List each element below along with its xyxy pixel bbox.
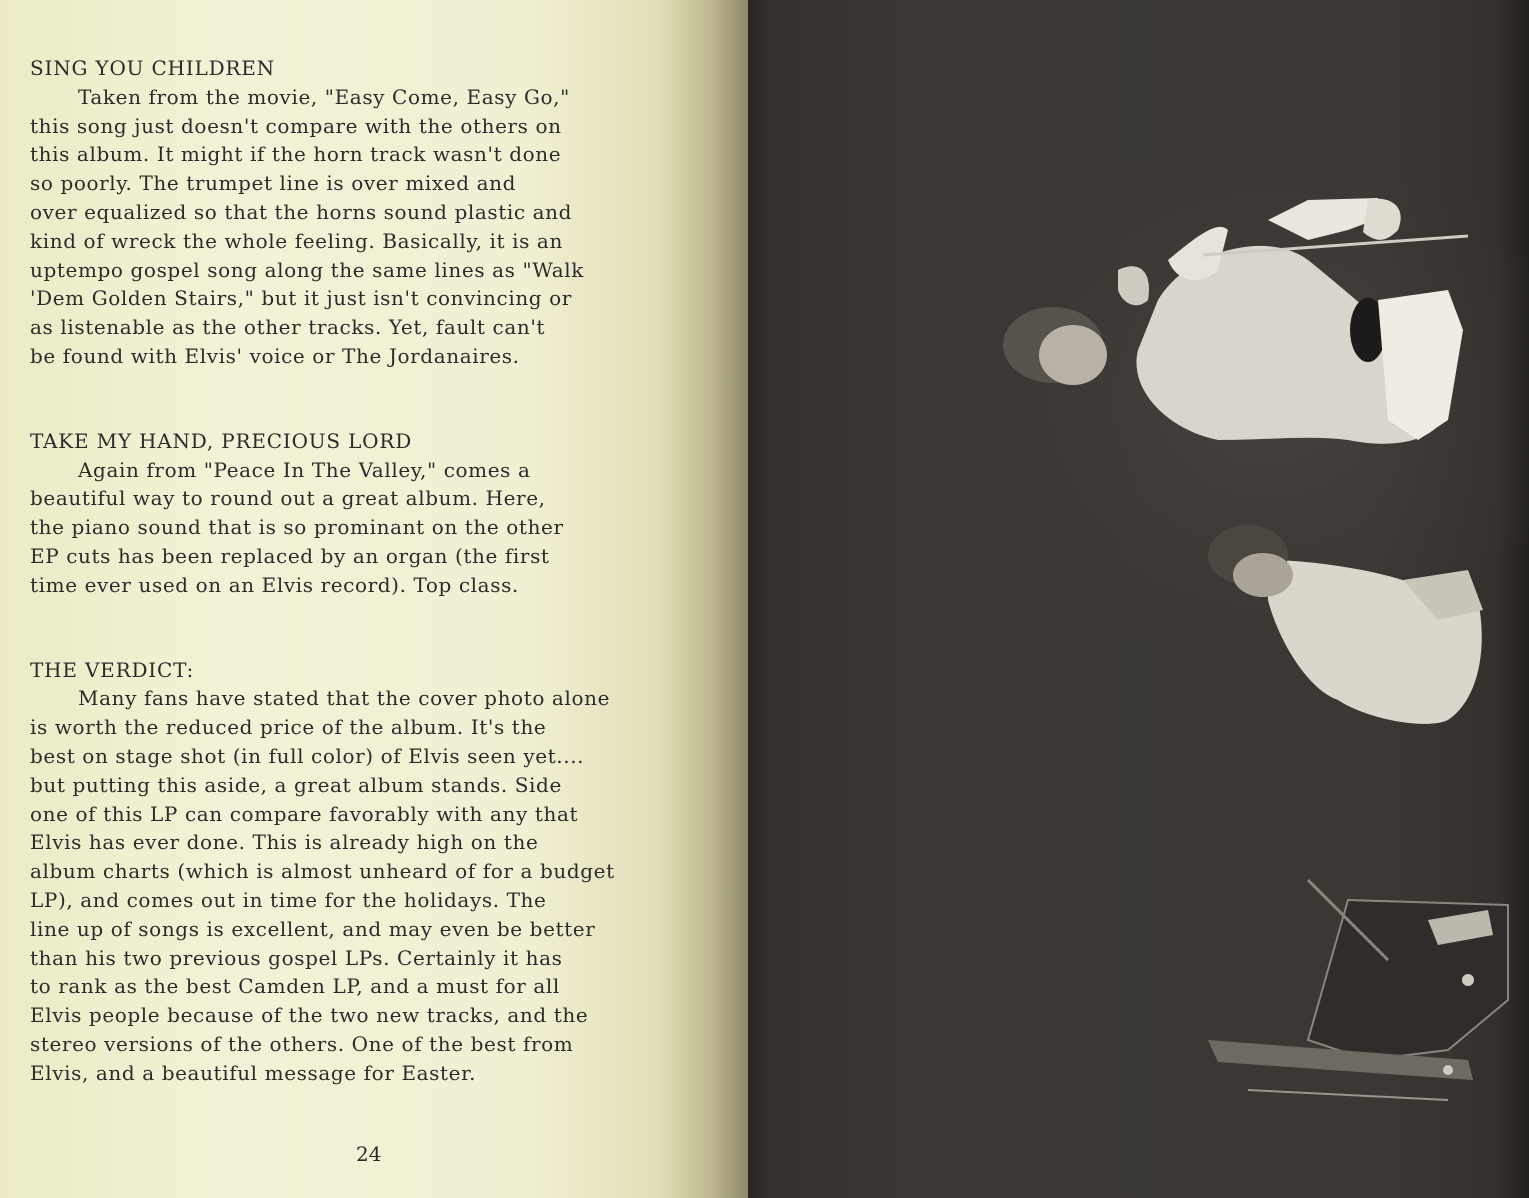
concert-photo xyxy=(748,0,1529,1198)
text-line: so poorly. The trumpet line is over mixed and xyxy=(30,171,516,196)
text-line: beautiful way to round out a great album. Here, xyxy=(30,486,546,511)
text-line: Taken from the movie, "Easy Come, Easy Go," xyxy=(78,84,570,109)
text-line: best on stage shot (in full color) of Elvis seen yet.... xyxy=(30,743,585,768)
text-line: 'Dem Golden Stairs," but it just isn't convincing or xyxy=(30,286,572,311)
text-line: album charts (which is almost unheard of for a budget xyxy=(30,859,615,884)
section-heading: THE VERDICT: xyxy=(30,657,195,682)
text-line: this song just doesn't compare with the others on xyxy=(30,113,562,138)
text-line: Again from "Peace In The Valley," comes a xyxy=(78,457,531,482)
text-line: this album. It might if the horn track wasn't done xyxy=(30,142,562,167)
text-line: stereo versions of the others. One of the best from xyxy=(30,1031,574,1056)
section-body xyxy=(30,684,710,1087)
section-body xyxy=(30,456,710,600)
text-line: kind of wreck the whole feeling. Basically, it is an xyxy=(30,228,563,253)
text-line: over equalized so that the horns sound plastic and xyxy=(30,199,573,224)
section-take-my-hand xyxy=(30,427,710,600)
text-line: line up of songs is excellent, and may even be better xyxy=(30,916,596,941)
page-number: 24 xyxy=(356,1142,382,1166)
text-line: uptempo gospel song along the same lines as "Walk xyxy=(30,257,584,282)
section-heading: SING YOU CHILDREN xyxy=(30,56,275,80)
section-heading: TAKE MY HAND, PRECIOUS LORD xyxy=(30,428,413,453)
text-line: than his two previous gospel LPs. Certainly it has xyxy=(30,945,563,970)
left-page xyxy=(0,0,748,1198)
text-line: one of this LP can compare favorably with any that xyxy=(30,801,579,826)
text-line: time ever used on an Elvis record). Top class. xyxy=(30,572,519,597)
text-line: is worth the reduced price of the album. It's the xyxy=(30,715,547,740)
stage-equipment xyxy=(1208,880,1508,1100)
section-the-verdict xyxy=(30,656,710,1088)
text-line: as listenable as the other tracks. Yet, fault can't xyxy=(30,315,546,340)
text-line: LP), and comes out in time for the holidays. The xyxy=(30,887,547,912)
text-line: to rank as the best Camden LP, and a must for all xyxy=(30,974,560,999)
text-line: Elvis, and a beautiful message for Easter. xyxy=(30,1060,477,1085)
text-line: Many fans have stated that the cover photo alone xyxy=(78,686,611,711)
section-sing-you-children xyxy=(30,54,710,371)
section-body xyxy=(30,83,710,371)
text-line: the piano sound that is so prominant on the other xyxy=(30,515,564,540)
text-line: but putting this aside, a great album stands. Side xyxy=(30,772,562,797)
text-line: Elvis has ever done. This is already high on the xyxy=(30,830,539,855)
text-line: be found with Elvis' voice or The Jordanaires. xyxy=(30,343,520,368)
right-page-photo xyxy=(748,0,1529,1198)
text-line: EP cuts has been replaced by an organ (the first xyxy=(30,543,550,568)
text-line: Elvis people because of the two new tracks, and the xyxy=(30,1003,589,1028)
article-text xyxy=(30,54,710,1088)
